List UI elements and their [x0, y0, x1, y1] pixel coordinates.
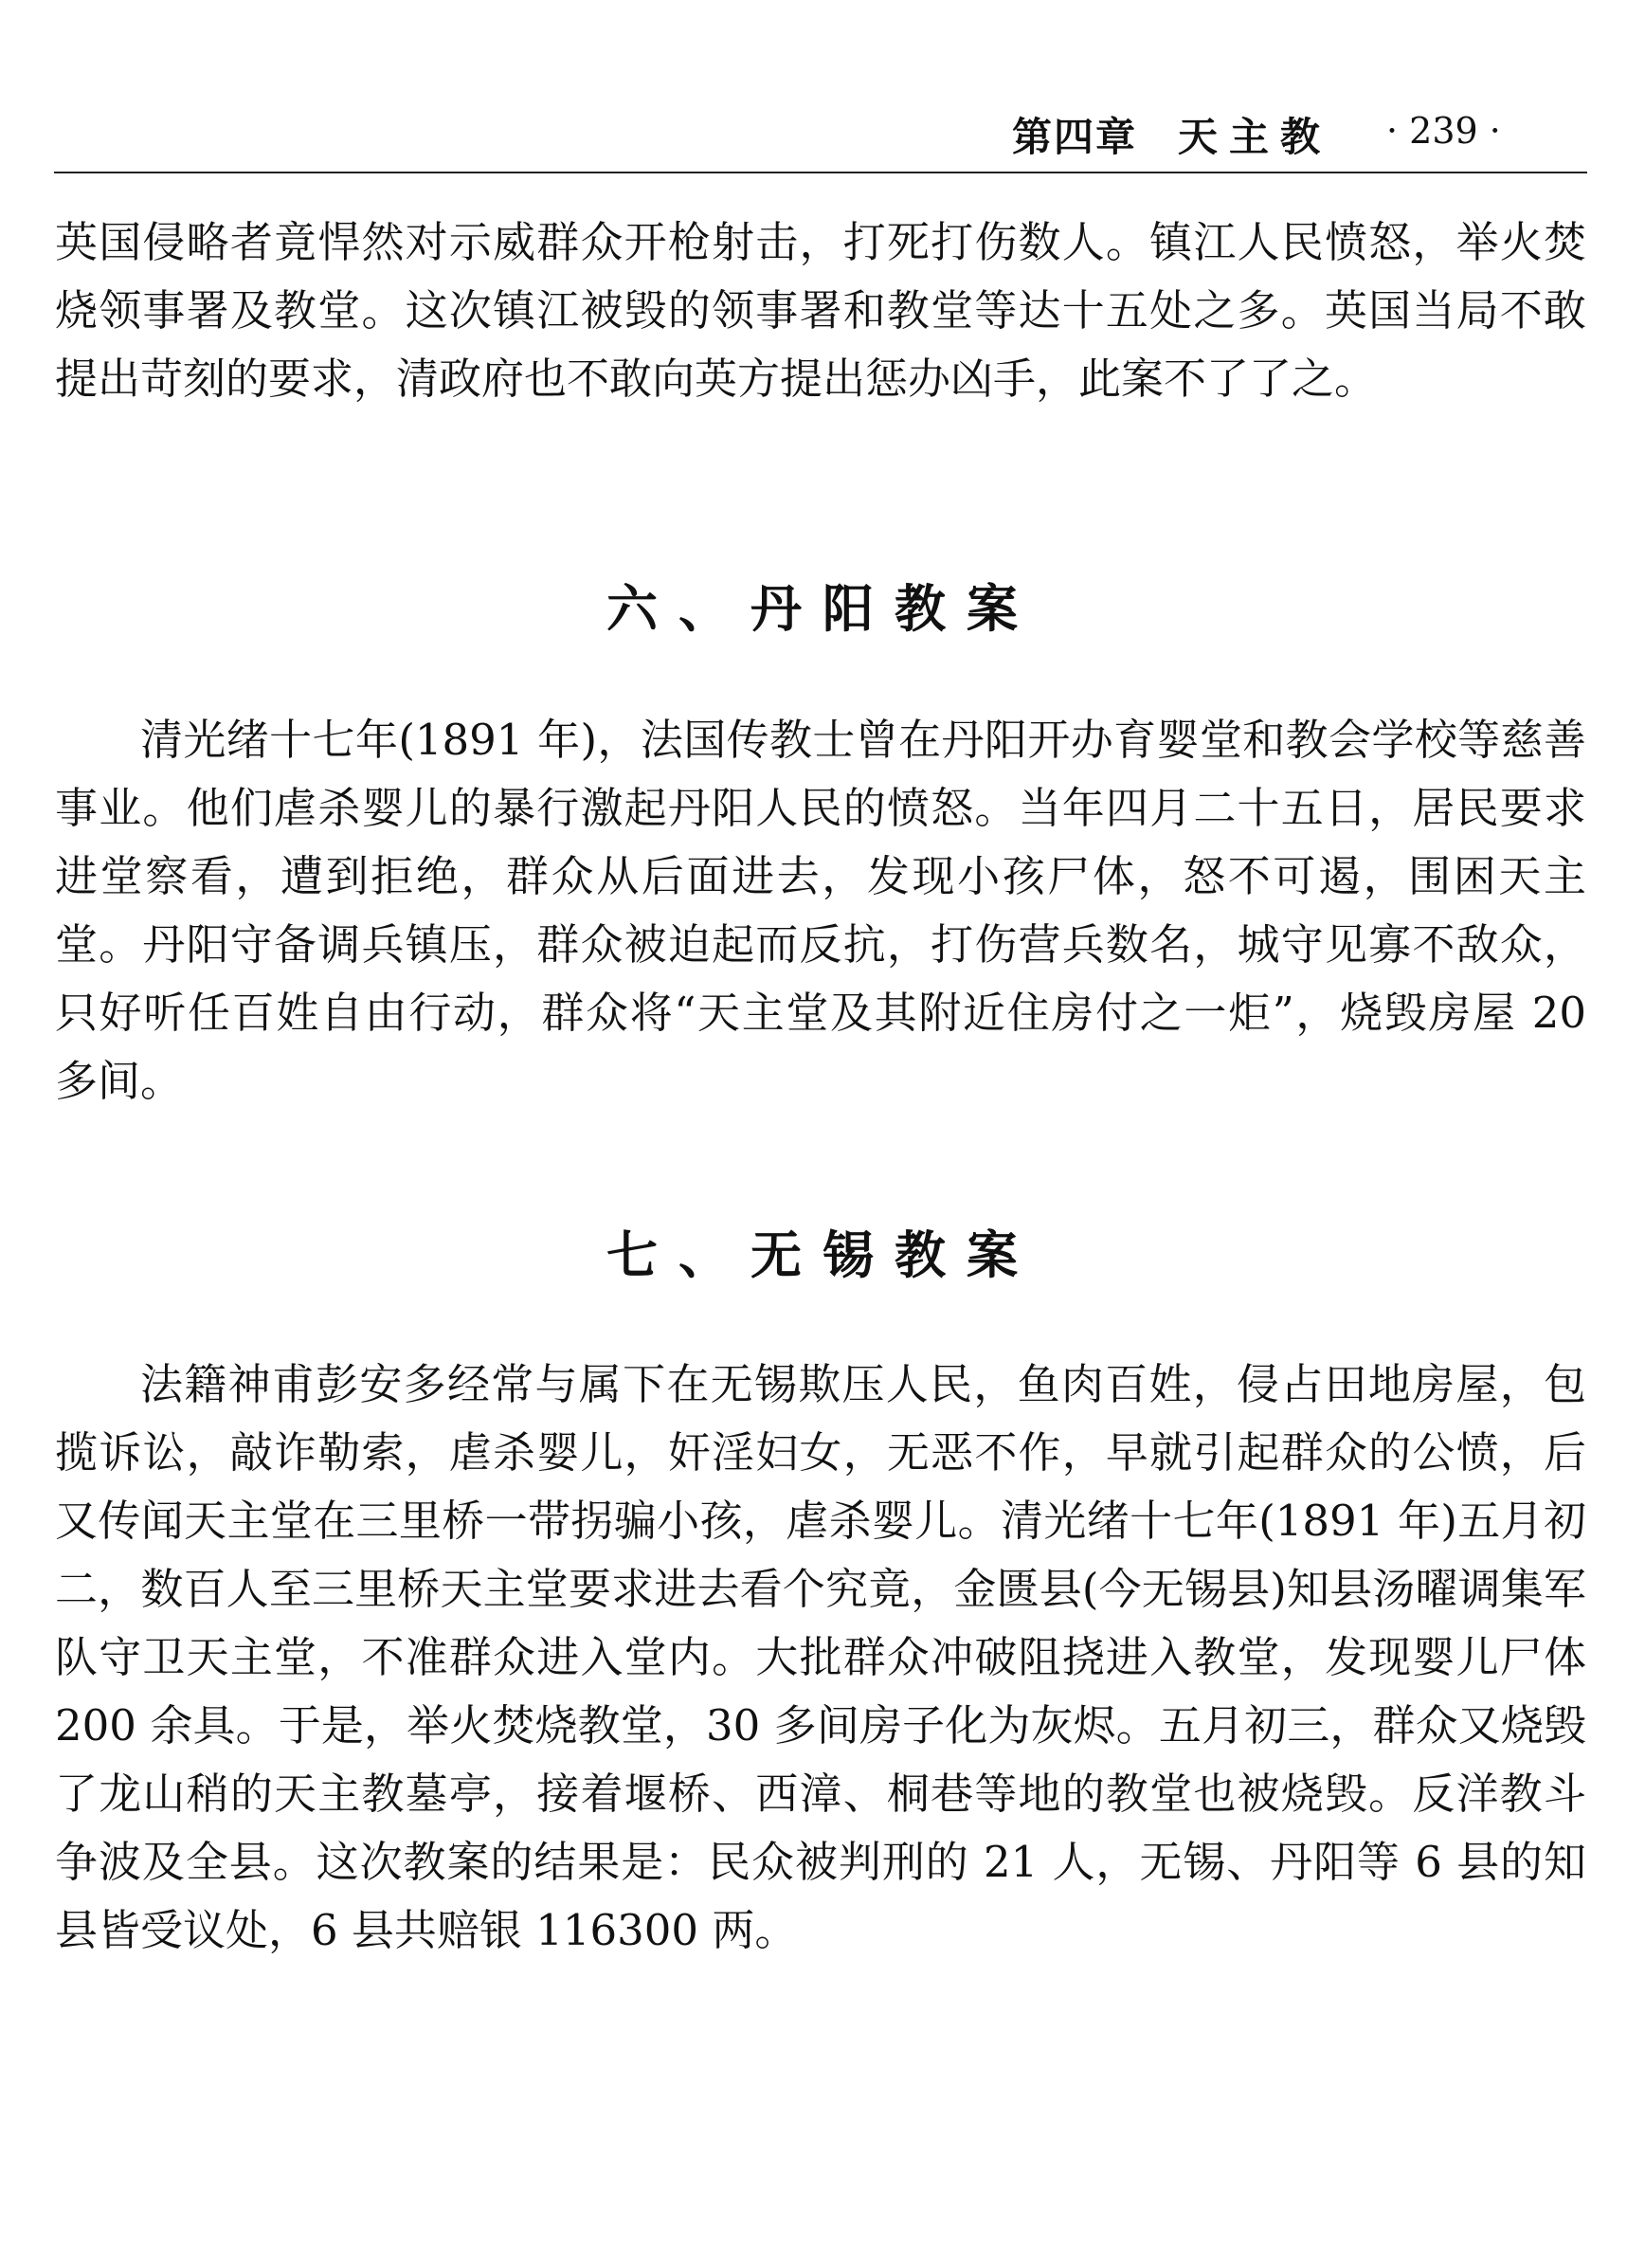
section-heading-wuxi: 七、无锡教案 — [606, 1225, 1039, 1285]
section-paragraph-danyang: 清光绪十七年(1891 年)，法国传教士曾在丹阳开办育婴堂和教会学校等慈善事业。他们虐杀婴儿的暴行激起丹阳人民的愤怒。当年四月二十五日，居民要求进堂察看，遭到拒绝，群众从后面进去，发现小孩尸体，怒不可遏，围困天主堂。丹阳守备调兵镇压，群众被迫起而反抗，打伤营兵数名，城守见寡不敌众，只好听任百姓自由行动，群众将“天主堂及其附近住房付之一炬”，烧毁房屋 20 多间。 — [55, 715, 1586, 1106]
section-heading-danyang: 六、丹阳教案 — [606, 578, 1039, 639]
continuation-paragraph: 英国侵略者竟悍然对示威群众开枪射击，打死打伤数人。镇江人民愤怒，举火焚烧领事署及教堂。这次镇江被毁的领事署和教堂等达十五处之多。英国当局不敢提出苛刻的要求，清政府也不敢向英方提出惩办凶手，此案不了了之。 — [55, 217, 1586, 404]
section-paragraph-wuxi: 法籍神甫彭安多经常与属下在无锡欺压人民，鱼肉百姓，侵占田地房屋，包揽诉讼，敲诈勒索，虐杀婴儿，奸淫妇女，无恶不作，早就引起群众的公愤，后又传闻天主堂在三里桥一带拐骗小孩，虐杀婴儿。清光绪十七年(1891 年)五月初二，数百人至三里桥天主堂要求进去看个究竟，金匮县(今无锡县)知县汤曜调集军队守卫天主堂，不准群众进入堂内。大批群众冲破阻挠进入教堂，发现婴儿尸体 200 余具。于是，举火焚烧教堂，30 多间房子化为灰烬。五月初三，群众又烧毁了龙山稍的天主教墓亭，接着堰桥、西漳、桐巷等地的教堂也被烧毁。反洋教斗争波及全县。这次教案的结果是：民众被判刑的 21 人，无锡、丹阳等 6 县的知县皆受议处，6 县共赔银 116300 两。 — [55, 1359, 1586, 1955]
chapter-title: 天主教 — [1178, 114, 1332, 160]
running-head — [0, 106, 1645, 163]
chapter-label: 第四章 — [1012, 114, 1138, 160]
page-number: · 239 · — [1386, 110, 1501, 152]
header-rule — [54, 172, 1587, 173]
